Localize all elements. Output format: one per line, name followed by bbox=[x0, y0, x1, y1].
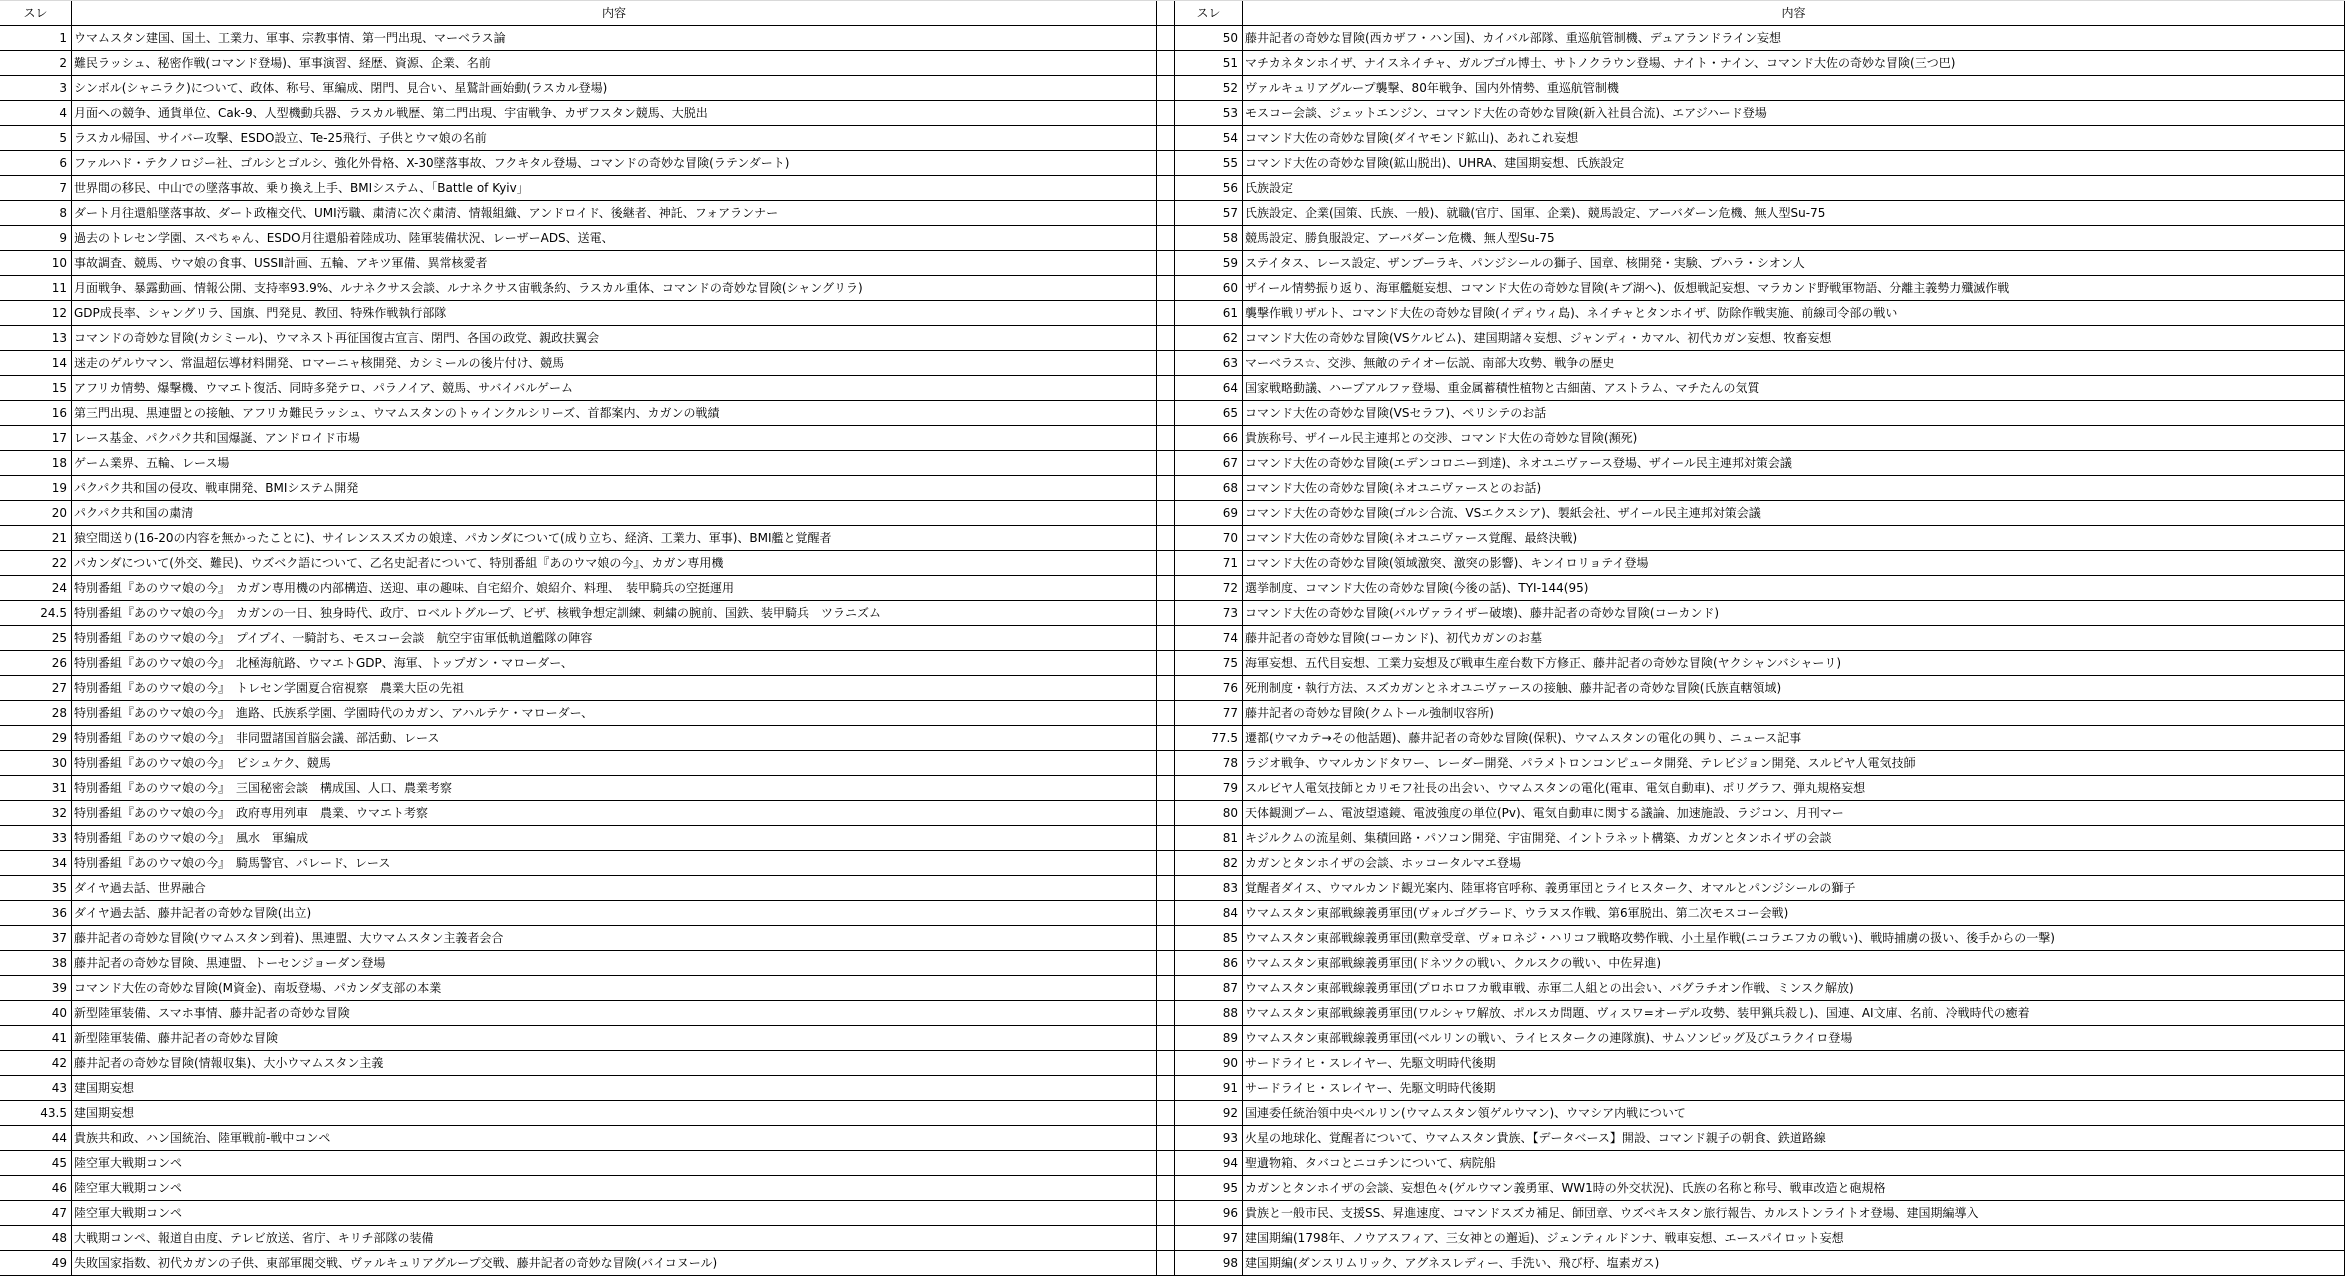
thread-number-cell: 43.5 bbox=[0, 1101, 72, 1126]
content-cell: コマンド大佐の奇妙な冒険(エデンコロニー到達)、ネオユニヴァース登場、ザイール民主連邦対策会議 bbox=[1243, 451, 2345, 476]
thread-number-cell: 94 bbox=[1175, 1151, 1243, 1176]
thread-number-cell: 18 bbox=[0, 451, 72, 476]
spacer-cell bbox=[1157, 1176, 1175, 1201]
thread-number-cell: 64 bbox=[1175, 376, 1243, 401]
thread-number-cell: 6 bbox=[0, 151, 72, 176]
thread-number-cell: 1 bbox=[0, 26, 72, 51]
content-cell: 特別番組『あのウマ娘の今』 ビシュケク、競馬 bbox=[72, 751, 1157, 776]
thread-number-cell: 77.5 bbox=[1175, 726, 1243, 751]
content-cell: ウマムスタン東部戦線義勇軍団(プロホロフカ戦車戦、赤軍二人組との出会い、バグラチオン作戦、ミンスク解放) bbox=[1243, 976, 2345, 1001]
thread-number-cell: 74 bbox=[1175, 626, 1243, 651]
content-col-header-left: 内容 bbox=[72, 1, 1157, 26]
thread-index-table bbox=[0, 1, 2345, 1276]
content-cell: 聖遺物箱、タバコとニコチンについて、病院船 bbox=[1243, 1151, 2345, 1176]
thread-number-cell: 60 bbox=[1175, 276, 1243, 301]
spacer-cell bbox=[1157, 426, 1175, 451]
thread-number-cell: 54 bbox=[1175, 126, 1243, 151]
content-cell: パクパク共和国の侵攻、戦車開発、BMIシステム開発 bbox=[72, 476, 1157, 501]
content-cell: 建国期編(1798年、ノウアスフィア、三女神との邂逅)、ジェンティルドンナ、戦車妄想、エースパイロット妄想 bbox=[1243, 1226, 2345, 1251]
content-cell: スルビヤ人電気技師とカリモフ社長の出会い、ウマムスタンの電化(電車、電気自動車)、ポリグラフ、弾丸規格妄想 bbox=[1243, 776, 2345, 801]
content-cell: コマンド大佐の奇妙な冒険(ネオユニヴァース覚醒、最終決戦) bbox=[1243, 526, 2345, 551]
thread-number-cell: 80 bbox=[1175, 801, 1243, 826]
content-cell: 競馬設定、勝負服設定、アーバダーン危機、無人型Su-75 bbox=[1243, 226, 2345, 251]
content-cell: モスコー会談、ジェットエンジン、コマンド大佐の奇妙な冒険(新入社員合流)、エアジハード登場 bbox=[1243, 101, 2345, 126]
spacer-cell bbox=[1157, 1076, 1175, 1101]
content-cell: コマンド大佐の奇妙な冒険(ダイヤモンド鉱山)、あれこれ妄想 bbox=[1243, 126, 2345, 151]
spacer-cell bbox=[1157, 576, 1175, 601]
thread-number-cell: 78 bbox=[1175, 751, 1243, 776]
thread-number-cell: 10 bbox=[0, 251, 72, 276]
content-cell: 襲撃作戦リザルト、コマンド大佐の奇妙な冒険(イディウィ島)、ネイチャとタンホイザ、防除作戦実施、前線司令部の戦い bbox=[1243, 301, 2345, 326]
thread-number-cell: 30 bbox=[0, 751, 72, 776]
content-cell: パカンダについて(外交、難民)、ウズベク語について、乙名史記者について、特別番組『あのウマ娘の今』、カガン専用機 bbox=[72, 551, 1157, 576]
thread-number-cell: 87 bbox=[1175, 976, 1243, 1001]
content-cell: 特別番組『あのウマ娘の今』 非同盟諸国首脳会議、部活動、レース bbox=[72, 726, 1157, 751]
thread-number-cell: 73 bbox=[1175, 601, 1243, 626]
spacer-cell bbox=[1157, 501, 1175, 526]
thread-number-cell: 75 bbox=[1175, 651, 1243, 676]
content-cell: コマンド大佐の奇妙な冒険(鉱山脱出)、UHRA、建国期妄想、氏族設定 bbox=[1243, 151, 2345, 176]
content-cell: ウマムスタン東部戦線義勇軍団(ヴォルゴグラード、ウラヌス作戦、第6軍脱出、第二次モスコー会戦) bbox=[1243, 901, 2345, 926]
thread-number-cell: 57 bbox=[1175, 201, 1243, 226]
thread-number-cell: 92 bbox=[1175, 1101, 1243, 1126]
thread-number-cell: 53 bbox=[1175, 101, 1243, 126]
content-cell: 特別番組『あのウマ娘の今』 政府専用列車 農業、ウマエト考察 bbox=[72, 801, 1157, 826]
content-cell: コマンドの奇妙な冒険(カシミール)、ウマネスト再征国復古宣言、閉門、各国の政党、親政扶翼会 bbox=[72, 326, 1157, 351]
thread-number-cell: 25 bbox=[0, 626, 72, 651]
spacer-cell bbox=[1157, 651, 1175, 676]
spacer-cell bbox=[1157, 1051, 1175, 1076]
thread-number-cell: 11 bbox=[0, 276, 72, 301]
thread-number-cell: 38 bbox=[0, 951, 72, 976]
thread-number-cell: 81 bbox=[1175, 826, 1243, 851]
thread-number-cell: 15 bbox=[0, 376, 72, 401]
thread-number-cell: 70 bbox=[1175, 526, 1243, 551]
content-cell: ダイヤ過去話、藤井記者の奇妙な冒険(出立) bbox=[72, 901, 1157, 926]
thread-number-cell: 91 bbox=[1175, 1076, 1243, 1101]
content-cell: 事故調査、競馬、ウマ娘の食事、USSⅡ計画、五輪、アキツ軍備、異常核愛者 bbox=[72, 251, 1157, 276]
spacer-cell bbox=[1157, 226, 1175, 251]
thread-number-cell: 51 bbox=[1175, 51, 1243, 76]
thread-number-cell: 72 bbox=[1175, 576, 1243, 601]
content-cell: 特別番組『あのウマ娘の今』 トレセン学園夏合宿視察 農業大臣の先祖 bbox=[72, 676, 1157, 701]
content-cell: 覚醒者ダイス、ウマルカンド観光案内、陸軍将官呼称、義勇軍団とライヒスターク、オマルとパンジシールの獅子 bbox=[1243, 876, 2345, 901]
thread-number-cell: 88 bbox=[1175, 1001, 1243, 1026]
content-col-header-right: 内容 bbox=[1243, 1, 2345, 26]
content-cell: 貴族共和政、ハン国統治、陸軍戦前-戦中コンペ bbox=[72, 1126, 1157, 1151]
thread-number-cell: 32 bbox=[0, 801, 72, 826]
thread-number-cell: 95 bbox=[1175, 1176, 1243, 1201]
content-cell: 新型陸軍装備、藤井記者の奇妙な冒険 bbox=[72, 1026, 1157, 1051]
spacer-cell bbox=[1157, 1101, 1175, 1126]
thread-number-cell: 43 bbox=[0, 1076, 72, 1101]
content-cell: 月面戦争、暴露動画、情報公開、支持率93.9%、ルナネクサス会談、ルナネクサス宙戦条約、ラスカル重体、コマンドの奇妙な冒険(シャングリラ) bbox=[72, 276, 1157, 301]
thread-number-cell: 44 bbox=[0, 1126, 72, 1151]
thread-number-cell: 36 bbox=[0, 901, 72, 926]
content-cell: ゲーム業界、五輪、レース場 bbox=[72, 451, 1157, 476]
content-cell: マチカネタンホイザ、ナイスネイチャ、ガルブゴル博士、サトノクラウン登場、ナイト・ナイン、コマンド大佐の奇妙な冒険(三つ巴) bbox=[1243, 51, 2345, 76]
thread-number-cell: 34 bbox=[0, 851, 72, 876]
spacer-cell bbox=[1157, 1251, 1175, 1276]
thread-number-cell: 85 bbox=[1175, 926, 1243, 951]
content-cell: 失敗国家指数、初代カガンの子供、東部軍閥交戦、ヴァルキュリアグループ交戦、藤井記者の奇妙な冒険(バイコヌール) bbox=[72, 1251, 1157, 1276]
content-cell: 建国期妄想 bbox=[72, 1101, 1157, 1126]
thread-number-cell: 24.5 bbox=[0, 601, 72, 626]
thread-number-cell: 12 bbox=[0, 301, 72, 326]
spacer-cell bbox=[1157, 751, 1175, 776]
thread-number-cell: 61 bbox=[1175, 301, 1243, 326]
content-cell: パクパク共和国の粛清 bbox=[72, 501, 1157, 526]
content-cell: ステイタス、レース設定、ザンブーラキ、パンジシールの獅子、国章、核開発・実験、プハラ・シオン人 bbox=[1243, 251, 2345, 276]
content-cell: 特別番組『あのウマ娘の今』 三国秘密会談 構成国、人口、農業考察 bbox=[72, 776, 1157, 801]
spacer-cell bbox=[1157, 601, 1175, 626]
thread-number-cell: 16 bbox=[0, 401, 72, 426]
thread-number-cell: 45 bbox=[0, 1151, 72, 1176]
thread-number-cell: 21 bbox=[0, 526, 72, 551]
content-cell: ウマムスタン東部戦線義勇軍団(ワルシャワ解放、ポルスカ問題、ヴィスワ=オーデル攻勢、装甲猟兵殺し)、国連、AI文庫、名前、冷戦時代の癒着 bbox=[1243, 1001, 2345, 1026]
thread-number-cell: 42 bbox=[0, 1051, 72, 1076]
content-cell: コマンド大佐の奇妙な冒険(M資金)、南坂登場、パカンダ支部の本業 bbox=[72, 976, 1157, 1001]
spacer-cell bbox=[1157, 351, 1175, 376]
spacer-cell bbox=[1157, 1001, 1175, 1026]
thread-number-cell: 76 bbox=[1175, 676, 1243, 701]
thread-number-cell: 63 bbox=[1175, 351, 1243, 376]
content-cell: 海軍妄想、五代目妄想、工業力妄想及び戦車生産台数下方修正、藤井記者の奇妙な冒険(ヤクシャンバシャーリ) bbox=[1243, 651, 2345, 676]
content-cell: 大戦期コンペ、報道自由度、テレビ放送、省庁、キリチ部隊の装備 bbox=[72, 1226, 1157, 1251]
spacer-cell bbox=[1157, 151, 1175, 176]
thread-number-cell: 13 bbox=[0, 326, 72, 351]
content-cell: 火星の地球化、覚醒者について、ウマムスタン貴族、【データベース】開設、コマンド親子の朝食、鉄道路線 bbox=[1243, 1126, 2345, 1151]
thread-number-cell: 9 bbox=[0, 226, 72, 251]
content-cell: 藤井記者の奇妙な冒険(情報収集)、大小ウマムスタン主義 bbox=[72, 1051, 1157, 1076]
thread-number-cell: 90 bbox=[1175, 1051, 1243, 1076]
spacer-cell bbox=[1157, 26, 1175, 51]
thread-number-cell: 40 bbox=[0, 1001, 72, 1026]
content-cell: 藤井記者の奇妙な冒険、黒連盟、トーセンジョーダン登場 bbox=[72, 951, 1157, 976]
content-cell: キジルクムの流星剣、集積回路・パソコン開発、宇宙開発、イントラネット構築、カガンとタンホイザの会談 bbox=[1243, 826, 2345, 851]
spacer-cell bbox=[1157, 626, 1175, 651]
thread-number-cell: 71 bbox=[1175, 551, 1243, 576]
content-cell: コマンド大佐の奇妙な冒険(領域激突、激突の影響)、キンイロリョテイ登場 bbox=[1243, 551, 2345, 576]
spacer-cell bbox=[1157, 976, 1175, 1001]
spacer-cell bbox=[1157, 1201, 1175, 1226]
thread-number-cell: 22 bbox=[0, 551, 72, 576]
thread-number-cell: 26 bbox=[0, 651, 72, 676]
thread-col-header-right: スレ bbox=[1175, 1, 1243, 26]
thread-number-cell: 50 bbox=[1175, 26, 1243, 51]
thread-number-cell: 20 bbox=[0, 501, 72, 526]
thread-number-cell: 69 bbox=[1175, 501, 1243, 526]
content-cell: ラジオ戦争、ウマルカンドタワー、レーダー開発、パラメトロンコンピュータ開発、テレビジョン開発、スルビヤ人電気技師 bbox=[1243, 751, 2345, 776]
spacer-cell bbox=[1157, 876, 1175, 901]
content-cell: アフリカ情勢、爆撃機、ウマエト復活、同時多発テロ、パラノイア、競馬、サバイバルゲーム bbox=[72, 376, 1157, 401]
content-cell: ウマムスタン東部戦線義勇軍団(ベルリンの戦い、ライヒスタークの連隊旗)、サムソンビッグ及びユラクイロ登場 bbox=[1243, 1026, 2345, 1051]
thread-number-cell: 14 bbox=[0, 351, 72, 376]
content-cell: 氏族設定 bbox=[1243, 176, 2345, 201]
thread-number-cell: 52 bbox=[1175, 76, 1243, 101]
spacer-cell bbox=[1157, 926, 1175, 951]
content-cell: 遷都(ウマカテ→その他話題)、藤井記者の奇妙な冒険(保釈)、ウマムスタンの電化の興り、ニュース記事 bbox=[1243, 726, 2345, 751]
content-cell: 藤井記者の奇妙な冒険(ウマムスタン到着)、黒連盟、大ウマムスタン主義者会合 bbox=[72, 926, 1157, 951]
thread-number-cell: 89 bbox=[1175, 1026, 1243, 1051]
spacer-cell bbox=[1157, 301, 1175, 326]
thread-number-cell: 93 bbox=[1175, 1126, 1243, 1151]
content-cell: ダイヤ過去話、世界融合 bbox=[72, 876, 1157, 901]
thread-number-cell: 24 bbox=[0, 576, 72, 601]
spacer-cell bbox=[1157, 176, 1175, 201]
thread-number-cell: 83 bbox=[1175, 876, 1243, 901]
content-cell: シンボル(シャニラク)について、政体、称号、軍編成、閉門、見合い、星鷲計画始動(ラスカル登場) bbox=[72, 76, 1157, 101]
thread-number-cell: 97 bbox=[1175, 1226, 1243, 1251]
thread-number-cell: 8 bbox=[0, 201, 72, 226]
content-cell: カガンとタンホイザの会談、ホッコータルマエ登場 bbox=[1243, 851, 2345, 876]
spacer-cell bbox=[1157, 951, 1175, 976]
thread-number-cell: 5 bbox=[0, 126, 72, 151]
content-cell: 難民ラッシュ、秘密作戦(コマンド登場)、軍事演習、経歴、資源、企業、名前 bbox=[72, 51, 1157, 76]
thread-col-header-left: スレ bbox=[0, 1, 72, 26]
content-cell: サードライヒ・スレイヤー、先駆文明時代後期 bbox=[1243, 1051, 2345, 1076]
content-cell: 選挙制度、コマンド大佐の奇妙な冒険(今後の話)、TYI-144(95) bbox=[1243, 576, 2345, 601]
thread-number-cell: 62 bbox=[1175, 326, 1243, 351]
content-cell: 猿空間送り(16-20の内容を無かったことに)、サイレンススズカの娘達、パカンダについて(成り立ち、経済、工業力、軍事)、BMI艦と覚醒者 bbox=[72, 526, 1157, 551]
content-cell: 藤井記者の奇妙な冒険(クムトール強制収容所) bbox=[1243, 701, 2345, 726]
thread-number-cell: 56 bbox=[1175, 176, 1243, 201]
spacer-cell bbox=[1157, 1151, 1175, 1176]
thread-number-cell: 79 bbox=[1175, 776, 1243, 801]
content-cell: 特別番組『あのウマ娘の今』 プイプイ、一騎討ち、モスコー会談 航空宇宙軍低軌道艦隊の陣容 bbox=[72, 626, 1157, 651]
content-cell: コマンド大佐の奇妙な冒険(VSケルビム)、建国期諸々妄想、ジャンディ・カマル、初代カガン妄想、牧畜妄想 bbox=[1243, 326, 2345, 351]
spacer-cell bbox=[1157, 376, 1175, 401]
thread-number-cell: 82 bbox=[1175, 851, 1243, 876]
spacer-cell bbox=[1157, 551, 1175, 576]
spacer-cell bbox=[1157, 326, 1175, 351]
content-cell: コマンド大佐の奇妙な冒険(VSセラフ)、ペリシテのお話 bbox=[1243, 401, 2345, 426]
content-cell: ファルハド・テクノロジー社、ゴルシとゴルシ、強化外骨格、X-30墜落事故、フクキタル登場、コマンドの奇妙な冒険(ラテンダート) bbox=[72, 151, 1157, 176]
thread-number-cell: 77 bbox=[1175, 701, 1243, 726]
content-cell: 建国期妄想 bbox=[72, 1076, 1157, 1101]
content-cell: 特別番組『あのウマ娘の今』 進路、氏族系学園、学園時代のカガン、アハルテケ・マローダー、 bbox=[72, 701, 1157, 726]
thread-number-cell: 2 bbox=[0, 51, 72, 76]
content-cell: 陸空軍大戦期コンペ bbox=[72, 1201, 1157, 1226]
content-cell: 陸空軍大戦期コンペ bbox=[72, 1151, 1157, 1176]
thread-number-cell: 3 bbox=[0, 76, 72, 101]
thread-number-cell: 68 bbox=[1175, 476, 1243, 501]
spacer-cell bbox=[1157, 676, 1175, 701]
thread-number-cell: 67 bbox=[1175, 451, 1243, 476]
thread-number-cell: 41 bbox=[0, 1026, 72, 1051]
spacer-cell bbox=[1157, 776, 1175, 801]
content-cell: カガンとタンホイザの会談、妄想色々(ゲルウマン義勇軍、WW1時の外交状況)、氏族の名称と称号、戦車改造と砲規格 bbox=[1243, 1176, 2345, 1201]
spacer-cell bbox=[1157, 76, 1175, 101]
content-cell: ウマムスタン東部戦線義勇軍団(勲章受章、ヴォロネジ・ハリコフ戦略攻勢作戦、小土星作戦(ニコラエフカの戦い)、戦時捕虜の扱い、後手からの一撃) bbox=[1243, 926, 2345, 951]
content-cell: コマンド大佐の奇妙な冒険(ネオユニヴァースとのお話) bbox=[1243, 476, 2345, 501]
content-cell: コマンド大佐の奇妙な冒険(バルヴァライザー破壊)、藤井記者の奇妙な冒険(コーカンド) bbox=[1243, 601, 2345, 626]
content-cell: ザイール情勢振り返り、海軍艦艇妄想、コマンド大佐の奇妙な冒険(キブ湖へ)、仮想戦記妄想、マラカンド野戦軍物語、分離主義勢力殲滅作戦 bbox=[1243, 276, 2345, 301]
content-cell: 月面への競争、通貨単位、Cak-9、人型機動兵器、ラスカル戦歴、第二門出現、宇宙戦争、カザフスタン競馬、大脱出 bbox=[72, 101, 1157, 126]
content-cell: ウマムスタン東部戦線義勇軍団(ドネツクの戦い、クルスクの戦い、中佐昇進) bbox=[1243, 951, 2345, 976]
content-cell: ラスカル帰国、サイバー攻撃、ESDO設立、Te-25飛行、子供とウマ娘の名前 bbox=[72, 126, 1157, 151]
content-cell: ダート月往還船墜落事故、ダート政権交代、UMI汚職、粛清に次ぐ粛清、情報組織、アンドロイド、後継者、神託、フォアランナー bbox=[72, 201, 1157, 226]
content-cell: 迷走のゲルウマン、常温超伝導材料開発、ロマーニャ核開発、カシミールの後片付け、競馬 bbox=[72, 351, 1157, 376]
content-cell: 藤井記者の奇妙な冒険(コーカンド)、初代カガンのお墓 bbox=[1243, 626, 2345, 651]
content-cell: 天体観測ブーム、電波望遠鏡、電波強度の単位(Pv)、電気自動車に関する議論、加速施設、ラジコン、月刊マー bbox=[1243, 801, 2345, 826]
content-cell: 貴族称号、ザイール民主連邦との交渉、コマンド大佐の奇妙な冒険(瀕死) bbox=[1243, 426, 2345, 451]
content-cell: GDP成長率、シャングリラ、国旗、門発見、教団、特殊作戦執行部隊 bbox=[72, 301, 1157, 326]
thread-number-cell: 86 bbox=[1175, 951, 1243, 976]
content-cell: ヴァルキュリアグループ襲撃、80年戦争、国内外情勢、重巡航管制機 bbox=[1243, 76, 2345, 101]
content-cell: 貴族と一般市民、支援SS、昇進速度、コマンドスズカ補足、師団章、ウズベキスタン旅行報告、カルストンライトオ登場、建国期編導入 bbox=[1243, 1201, 2345, 1226]
content-cell: サードライヒ・スレイヤー、先駆文明時代後期 bbox=[1243, 1076, 2345, 1101]
thread-number-cell: 28 bbox=[0, 701, 72, 726]
thread-number-cell: 66 bbox=[1175, 426, 1243, 451]
content-cell: 死刑制度・執行方法、スズカガンとネオユニヴァースの接触、藤井記者の奇妙な冒険(氏族直轄領域) bbox=[1243, 676, 2345, 701]
content-cell: 特別番組『あのウマ娘の今』 騎馬警官、パレード、レース bbox=[72, 851, 1157, 876]
spacer-cell bbox=[1157, 126, 1175, 151]
spacer-cell bbox=[1157, 276, 1175, 301]
content-cell: 特別番組『あのウマ娘の今』 風水 軍編成 bbox=[72, 826, 1157, 851]
spacer-column bbox=[1157, 1, 1175, 26]
thread-number-cell: 49 bbox=[0, 1251, 72, 1276]
spacer-cell bbox=[1157, 476, 1175, 501]
thread-number-cell: 47 bbox=[0, 1201, 72, 1226]
spacer-cell bbox=[1157, 401, 1175, 426]
thread-number-cell: 39 bbox=[0, 976, 72, 1001]
thread-number-cell: 29 bbox=[0, 726, 72, 751]
spacer-cell bbox=[1157, 801, 1175, 826]
thread-number-cell: 48 bbox=[0, 1226, 72, 1251]
thread-number-cell: 35 bbox=[0, 876, 72, 901]
content-cell: 特別番組『あのウマ娘の今』 カガンの一日、独身時代、政庁、ロベルトグループ、ビザ、核戦争想定訓練、刺繍の腕前、国鉄、装甲騎兵 ツラニズム bbox=[72, 601, 1157, 626]
thread-number-cell: 33 bbox=[0, 826, 72, 851]
thread-number-cell: 58 bbox=[1175, 226, 1243, 251]
thread-number-cell: 96 bbox=[1175, 1201, 1243, 1226]
content-cell: 藤井記者の奇妙な冒険(西カザフ・ハン国)、カイバル部隊、重巡航管制機、デュアランドライン妄想 bbox=[1243, 26, 2345, 51]
thread-number-cell: 59 bbox=[1175, 251, 1243, 276]
thread-number-cell: 7 bbox=[0, 176, 72, 201]
content-cell: 特別番組『あのウマ娘の今』 カガン専用機の内部構造、送迎、車の趣味、自宅紹介、娘紹介、料理、 装甲騎兵の空挺運用 bbox=[72, 576, 1157, 601]
spacer-cell bbox=[1157, 201, 1175, 226]
content-cell: 世界間の移民、中山での墜落事故、乗り換え上手、BMIシステム、「Battle of Kyiv」 bbox=[72, 176, 1157, 201]
thread-number-cell: 46 bbox=[0, 1176, 72, 1201]
content-cell: 氏族設定、企業(国策、氏族、一般)、就職(官庁、国軍、企業)、競馬設定、アーバダーン危機、無人型Su-75 bbox=[1243, 201, 2345, 226]
thread-number-cell: 65 bbox=[1175, 401, 1243, 426]
content-cell: 国家戦略動議、ハープアルファ登場、重金属蓄積性植物と古細菌、アストラム、マチたんの気質 bbox=[1243, 376, 2345, 401]
thread-number-cell: 19 bbox=[0, 476, 72, 501]
spacer-cell bbox=[1157, 1026, 1175, 1051]
thread-number-cell: 31 bbox=[0, 776, 72, 801]
content-cell: 建国期編(ダンスリムリック、アグネスレディー、手洗い、飛び杼、塩素ガス) bbox=[1243, 1251, 2345, 1276]
content-cell: 国連委任統治領中央ベルリン(ウマムスタン領ゲルウマン)、ウマシア内戦について bbox=[1243, 1101, 2345, 1126]
spacer-cell bbox=[1157, 1226, 1175, 1251]
thread-number-cell: 17 bbox=[0, 426, 72, 451]
content-cell: 特別番組『あのウマ娘の今』 北極海航路、ウマエトGDP、海軍、トップガン・マローダー、 bbox=[72, 651, 1157, 676]
content-cell: コマンド大佐の奇妙な冒険(ゴルシ合流、VSエクスシア)、製紙会社、ザイール民主連邦対策会議 bbox=[1243, 501, 2345, 526]
spacer-cell bbox=[1157, 451, 1175, 476]
content-cell: 第三門出現、黒連盟との接触、アフリカ難民ラッシュ、ウマムスタンのトゥインクルシリーズ、首都案内、カガンの戦績 bbox=[72, 401, 1157, 426]
spacer-cell bbox=[1157, 701, 1175, 726]
thread-number-cell: 98 bbox=[1175, 1251, 1243, 1276]
spacer-cell bbox=[1157, 1126, 1175, 1151]
thread-number-cell: 55 bbox=[1175, 151, 1243, 176]
content-cell: 新型陸軍装備、スマホ事情、藤井記者の奇妙な冒険 bbox=[72, 1001, 1157, 1026]
spacer-cell bbox=[1157, 851, 1175, 876]
thread-number-cell: 4 bbox=[0, 101, 72, 126]
content-cell: マーベラス☆、交渉、無敵のテイオー伝説、南部大攻勢、戦争の歴史 bbox=[1243, 351, 2345, 376]
thread-number-cell: 84 bbox=[1175, 901, 1243, 926]
spacer-cell bbox=[1157, 251, 1175, 276]
thread-number-cell: 37 bbox=[0, 926, 72, 951]
thread-number-cell: 27 bbox=[0, 676, 72, 701]
content-cell: 陸空軍大戦期コンペ bbox=[72, 1176, 1157, 1201]
spacer-cell bbox=[1157, 901, 1175, 926]
content-cell: 過去のトレセン学園、スペちゃん、ESDO月往還船着陸成功、陸軍装備状況、レーザーADS、送電、 bbox=[72, 226, 1157, 251]
spacer-cell bbox=[1157, 51, 1175, 76]
spacer-cell bbox=[1157, 726, 1175, 751]
content-cell: ウマムスタン建国、国土、工業力、軍事、宗教事情、第一門出現、マーベラス論 bbox=[72, 26, 1157, 51]
spacer-cell bbox=[1157, 826, 1175, 851]
content-cell: レース基金、パクパク共和国爆誕、アンドロイド市場 bbox=[72, 426, 1157, 451]
spacer-cell bbox=[1157, 526, 1175, 551]
spacer-cell bbox=[1157, 101, 1175, 126]
